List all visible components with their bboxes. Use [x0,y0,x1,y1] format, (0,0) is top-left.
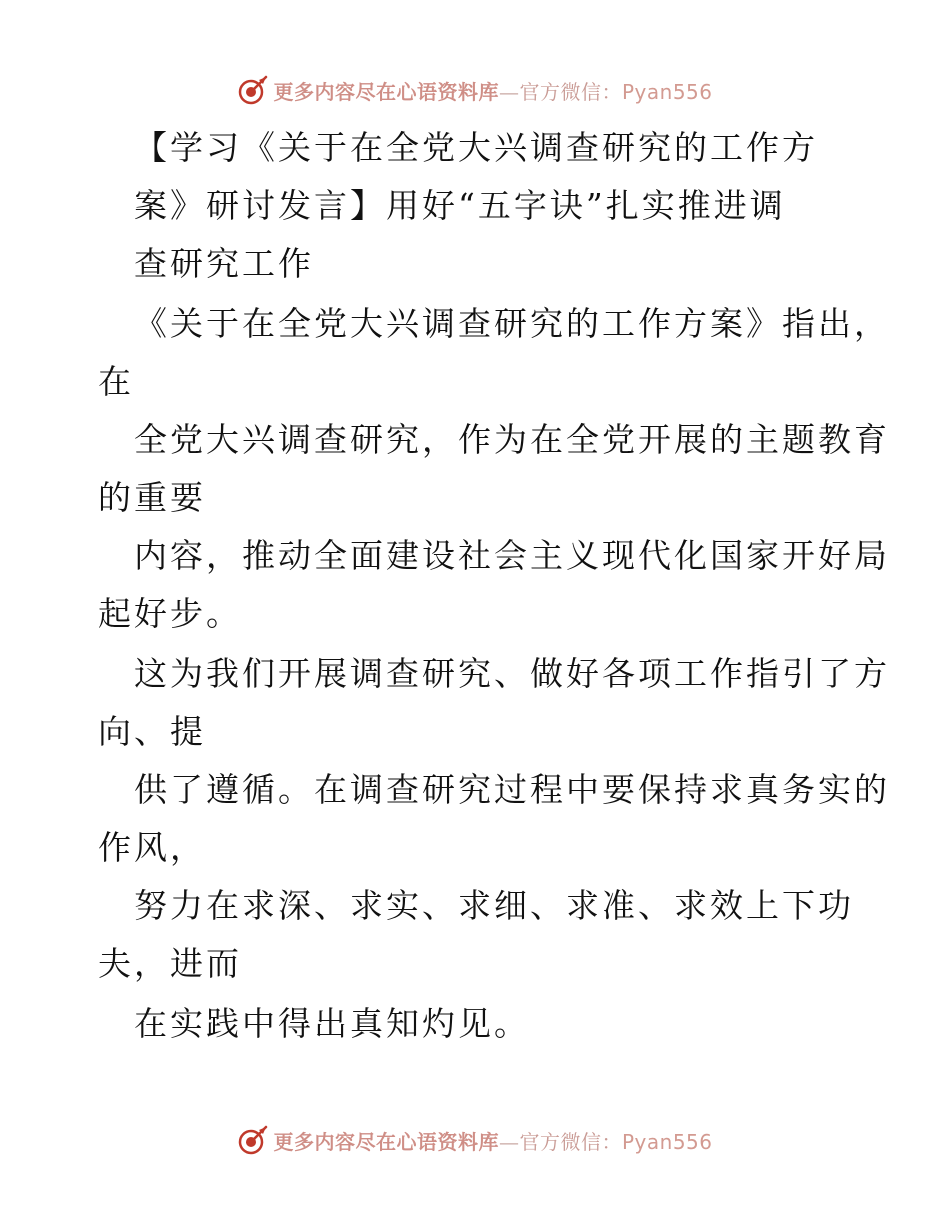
title-line-1: 【学习《关于在全党大兴调查研究的工作方 [134,128,818,167]
title-line-3: 查研究工作 [134,244,314,283]
banner-wechat-label: 官方微信： [519,79,622,104]
banner-wechat-label: 官方微信： [519,1129,622,1154]
banner-wechat-id: Pyan556 [621,79,713,104]
banner-separator: — [498,1129,520,1154]
banner-main-text: 更多内容尽在心语资料库 [273,79,499,104]
banner-text [273,76,712,105]
body-line-10: 作风， [98,828,206,867]
banner-separator: — [498,79,520,104]
body-line-7: 这为我们开展调查研究、做好各项工作指引了方 [134,654,890,693]
banner-text [273,1126,712,1155]
body-line-11: 努力在求深、求实、求细、求准、求效上下功 [134,886,854,925]
header-banner [0,70,950,110]
body-line-5: 内容，推动全面建设社会主义现代化国家开好局 [134,536,890,575]
body-line-8: 向、提 [98,712,206,751]
body-line-3: 全党大兴调查研究，作为在全党开展的主题教育 [134,420,890,459]
quill-logo-icon [237,1124,269,1156]
body-line-2: 在 [98,362,134,401]
body-line-12: 夫，进而 [98,944,242,983]
body-line-13: 在实践中得出真知灼见。 [134,1004,530,1043]
banner-main-text: 更多内容尽在心语资料库 [273,1129,499,1154]
title-line-2: 案》研讨发言】用好“五字诀”扎实推进调 [134,186,786,225]
body-line-6: 起好步。 [98,594,242,633]
body-line-9: 供了遵循。在调查研究过程中要保持求真务实的 [134,770,890,809]
footer-banner [0,1120,950,1160]
quill-logo-icon [237,74,269,106]
body-line-4: 的重要 [98,478,206,517]
body-line-1: 《关于在全党大兴调查研究的工作方案》指出， [134,304,890,343]
banner-wechat-id: Pyan556 [621,1129,713,1154]
